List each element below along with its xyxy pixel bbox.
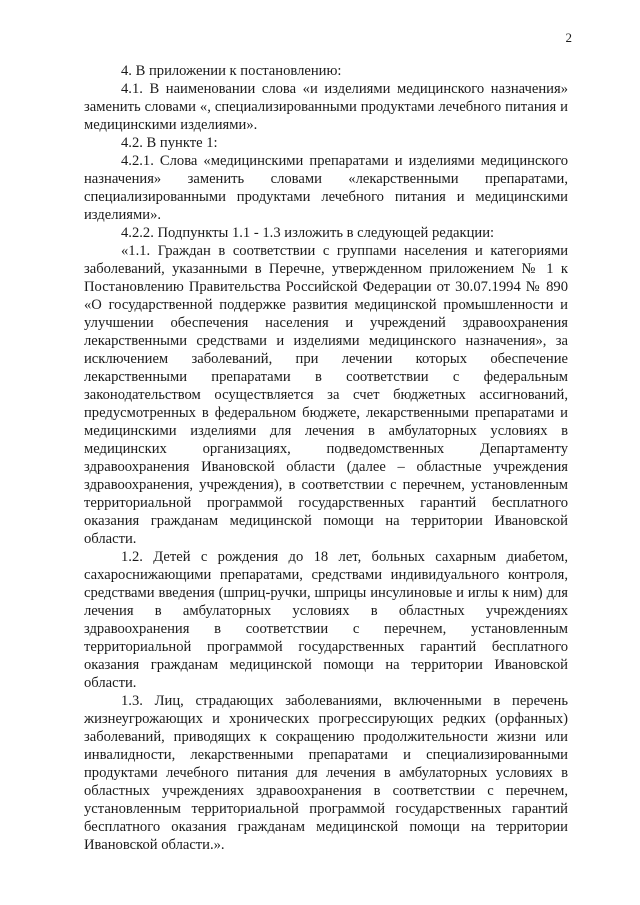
paragraph-4-2-1: 4.2.1. Слова «медицинскими препаратами и изделиями медицинского назначения» заменить словами «лекарственными препаратами, специализированными продуктами лечебного питания и медицинскими изделиями». — [84, 153, 568, 223]
paragraph-1-2: 1.2. Детей с рождения до 18 лет, больных сахарным диабетом, сахароснижающими препаратами, средствами индивидуального контроля, средствами введения (шприц-ручки, шприцы инсулиновые и иглы к ним) для лечения в амбулаторных условиях в областных учреждениях здравоохранения в соответствии с перечнем, установленным территориальной программой государственных гарантий бесплатного оказания гражданам медицинской помощи на территории Ивановской области. — [84, 549, 568, 691]
paragraph-1-3: 1.3. Лиц, страдающих заболеваниями, включенными в перечень жизнеугрожающих и хронических прогрессирующих редких (орфанных) заболеваний, приводящих к сокращению продолжительности жизни или инвалидности, лекарственными препаратами и специализированными продуктами лечебного питания для лечения в амбулаторных условиях в областных учреждениях здравоохранения в соответствии с перечнем, установленным территориальной программой государственных гарантий бесплатного оказания гражданам медицинской помощи на территории Ивановской области.». — [84, 693, 568, 853]
paragraph-4-2-2: 4.2.2. Подпункты 1.1 - 1.3 изложить в следующей редакции: — [121, 225, 495, 241]
paragraph-4-1: 4.1. В наименовании слова «и изделиями медицинского назначения» заменить словами «, специализированными продуктами лечебного питания и медицинскими изделиями». — [84, 81, 568, 133]
document-body — [84, 62, 568, 854]
paragraph-section-4: 4. В приложении к постановлению: — [121, 63, 342, 79]
paragraph-4-2: 4.2. В пункте 1: — [121, 135, 218, 151]
paragraph-1-1: «1.1. Граждан в соответствии с группами населения и категориями заболеваний, указанными в Перечне, утвержденном приложением № 1 к Постановлению Правительства Российской Федерации от 30.07.1994 № 890 «О государственной поддержке развития медицинской промышленности и улучшении обеспечения населения и учреждений здравоохранения лекарственными средствами и изделиями медицинского назначения», за исключением заболеваний, при лечении которых обеспечение лекарственными препаратами в соответствии с федеральным законодательством осуществляется за счет бюджетных ассигнований, предусмотренных в федеральном бюджете, лекарственными препаратами и медицинскими изделиями для лечения в амбулаторных условиях в медицинских организациях, подведомственных Департаменту здравоохранения Ивановской области (далее – областные учреждения здравоохранения, учреждения), в соответствии с перечнем, установленным территориальной программой государственных гарантий бесплатного оказания гражданам медицинской помощи на территории Ивановской области. — [84, 243, 568, 547]
page-number: 2 — [565, 30, 572, 45]
